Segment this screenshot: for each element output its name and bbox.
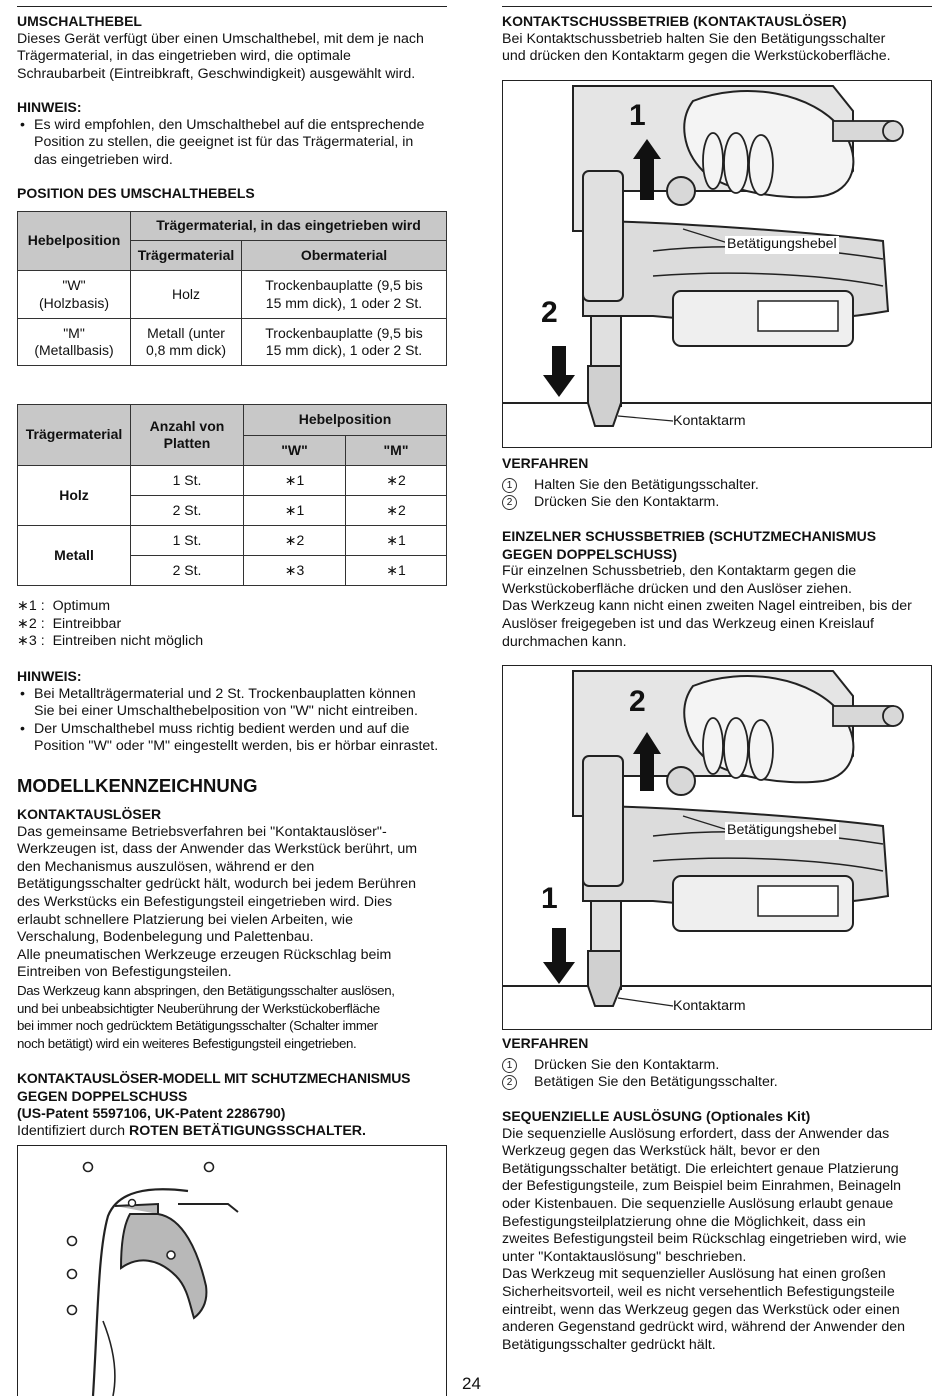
step-number-icon: 1 xyxy=(502,1058,517,1073)
th-hebelposition: Hebelposition xyxy=(18,212,131,271)
cell-ober xyxy=(242,319,447,366)
kontaktschuss-line: und drücken den Kontaktarm gegen die Werkstückoberfläche. xyxy=(502,48,891,65)
hinweis-1-heading: HINWEIS: xyxy=(17,99,82,115)
kontakt-line: den Mechanismus auszulösen, während er den xyxy=(17,858,315,875)
contact-fire-figure xyxy=(502,80,932,448)
th-w: "W" xyxy=(244,436,346,466)
kontakt-small-line: bei immer noch gedrücktem Betätigungsschalter (Schalter immer xyxy=(17,1018,378,1034)
cell-position xyxy=(18,271,131,319)
cell-m: ∗2 xyxy=(346,466,447,496)
label-betaetigungshebel: Betätigungshebel xyxy=(727,236,837,252)
umschalthebel-section xyxy=(17,13,447,83)
legend-item: ∗2 : Eintreibbar xyxy=(17,615,122,632)
th-anzahl-line: Platten xyxy=(163,435,211,451)
einzel-heading-1: EINZELNER SCHUSSBETRIEB (SCHUTZMECHANISMUS xyxy=(502,528,877,544)
step-number-icon: 2 xyxy=(502,1075,517,1090)
umschalthebel-line-1: Dieses Gerät verfügt über einen Umschalthebel, mit dem je nach xyxy=(17,30,424,47)
th-traegermaterial-2: Trägermaterial xyxy=(18,405,131,466)
modell-heading: MODELLKENNZEICHNUNG xyxy=(17,775,258,796)
kontakt-line: des Werkstücks ein Befestigungsteil eingetrieben wird. Dies xyxy=(17,893,393,910)
legend-text: Eintreiben nicht möglich xyxy=(52,633,204,650)
hinweis-1-line-1: • Es wird empfohlen, den Umschalthebel auf die entsprechende xyxy=(34,116,425,133)
kontakt-line: Betätigungsschalter gedrückt hält, wodurch bei jedem Berühren xyxy=(17,876,417,893)
verfahren-1-heading: VERFAHREN xyxy=(502,455,589,471)
cell-w: ∗2 xyxy=(244,526,346,556)
platten-table xyxy=(17,404,447,586)
kontakt-line: erlaubt schnellere Platzierung bei vielen Arbeiten, wie xyxy=(17,911,353,928)
cell-m: ∗2 xyxy=(346,496,447,526)
seq-line: Das Werkzeug mit sequenzieller Auslösung hat einen großen xyxy=(502,1266,886,1283)
legend-key: ∗3 xyxy=(17,633,37,650)
step-text: Halten Sie den Betätigungsschalter. xyxy=(534,476,759,493)
th-hebelposition-2: Hebelposition xyxy=(244,405,447,436)
cell-line: 15 mm dick), 1 oder 2 St. xyxy=(265,294,423,311)
cell-traeger xyxy=(131,271,242,319)
step-text: Betätigen Sie den Betätigungsschalter. xyxy=(534,1074,778,1091)
th-anzahl-line: Anzahl von xyxy=(149,417,225,434)
einzel-section xyxy=(502,528,942,651)
table-row xyxy=(18,526,447,556)
step-number-up: 2 xyxy=(629,685,646,718)
kontakt-section xyxy=(17,806,447,1052)
seq-line: der Befestigungsteile, zum Beispiel beim Einrahmen, Beinageln xyxy=(502,1178,902,1195)
cell-line: Metall (unter xyxy=(147,324,225,341)
verfahren-1-step xyxy=(502,477,932,495)
cell-anzahl: 1 St. xyxy=(131,526,244,556)
th-traegermaterial: Trägermaterial xyxy=(131,241,242,271)
seq-line: Betätigungsschalter betätigt. Die erleichtert genaue Platzierung xyxy=(502,1160,899,1177)
patent-line: (US-Patent 5597106, UK-Patent 2286790) xyxy=(17,1105,286,1122)
hinweis-2-bullet-1 xyxy=(17,686,449,721)
kontakt-line: Das gemeinsame Betriebsverfahren bei "Kontaktauslöser"- xyxy=(17,823,387,840)
cell-line: (Metallbasis) xyxy=(34,342,114,358)
nailer-drawing-1 xyxy=(503,81,931,447)
cell-line: Trockenbauplatte (9,5 bis xyxy=(265,277,423,293)
hinweis-1-bullet xyxy=(17,117,447,170)
cell-w: ∗3 xyxy=(244,556,346,586)
cell-line: Trockenbauplatte (9,5 bis xyxy=(265,324,423,341)
seq-heading: SEQUENZIELLE AUSLÖSUNG (Optionales Kit) xyxy=(502,1108,811,1124)
seq-line: Die sequenzielle Auslösung erfordert, dass der Anwender das xyxy=(502,1125,890,1142)
seq-line: zweites Befestigungsteil beim Rückschlag eingetrieben wird, wie xyxy=(502,1231,907,1248)
hinweis-2 xyxy=(17,668,449,756)
page-number: 24 xyxy=(462,1374,481,1393)
seq-line: oder Kistenbauen. Die sequenzielle Auslösung erlaubt genaue xyxy=(502,1195,894,1212)
hinweis-2-line: Position "W" oder "M" eingestellt werden, bis er hörbar einrastet. xyxy=(34,738,439,755)
seq-line: unter "Kontaktauslösung" beschrieben. xyxy=(502,1248,747,1265)
legend-key: ∗1 xyxy=(17,598,37,614)
label-kontaktarm: Kontaktarm xyxy=(673,998,746,1014)
kontaktschuss-section xyxy=(502,13,932,66)
legend-key: ∗2 xyxy=(17,615,37,632)
kontakt-line: Werkzeugen ist, dass der Anwender das Werkstück berührt, um xyxy=(17,841,418,858)
cell-line: 0,8 mm dick) xyxy=(145,342,227,358)
th-traeger-group: Trägermaterial, in das eingetrieben wird xyxy=(131,212,447,241)
seq-line: Befestigungsteilplatzierung ohne die Möglichkeit, dass ein xyxy=(502,1213,866,1230)
identifiziert-text: Identifiziert durch xyxy=(17,1122,129,1139)
legend-text: Eintreibbar xyxy=(52,615,122,632)
hinweis-2-bullet-2 xyxy=(17,721,449,756)
top-rule-right xyxy=(502,6,932,7)
modell-schutz-section xyxy=(17,1070,457,1140)
seq-section xyxy=(502,1108,942,1354)
verfahren-2-step xyxy=(502,1074,932,1092)
cell-anzahl: 2 St. xyxy=(131,496,244,526)
nailer-drawing-2 xyxy=(503,666,931,1029)
th-obermaterial: Obermaterial xyxy=(242,241,447,271)
seq-line: Werkzeug gegen das Werkstück hält, bevor er den xyxy=(502,1143,821,1160)
position-table xyxy=(17,211,447,366)
cell-w: ∗1 xyxy=(244,496,346,526)
cell-w: ∗1 xyxy=(244,466,346,496)
legend-item: ∗1 : Optimum xyxy=(17,598,111,614)
top-rule-left xyxy=(17,6,447,7)
kontakt-line: Eintreiben von Befestigungsteilen. xyxy=(17,964,232,981)
step-number-icon: 1 xyxy=(502,478,517,493)
cell-m: ∗1 xyxy=(346,526,447,556)
einzel-line: Für einzelnen Schussbetrieb, den Kontaktarm gegen die xyxy=(502,563,857,580)
trigger-illustration xyxy=(17,1145,447,1396)
hinweis-1-line-3: das eingetrieben wird. xyxy=(34,151,173,168)
einzel-line: Werkstückoberfläche drücken und den Auslöser ziehen. xyxy=(502,580,852,597)
seq-line: eintreibt, wenn das Werkzeug gegen das Werkstück oder einen xyxy=(502,1301,900,1318)
modell-schutz-heading-2: GEGEN DOPPELSCHUSS xyxy=(17,1087,188,1104)
kontakt-small-line: Das Werkzeug kann abspringen, den Betätigungsschalter auslösen, xyxy=(17,982,395,998)
seq-line: Sicherheitsvorteil, weil es nicht versehentlich Befestigungsteile xyxy=(502,1283,895,1300)
einzel-line: durchmachen kann. xyxy=(502,633,627,650)
verfahren-1 xyxy=(502,455,932,512)
einzel-line: Das Werkzeug kann nicht einen zweiten Nagel eintreiben, bis der xyxy=(502,598,912,615)
cell-line: 15 mm dick), 1 oder 2 St. xyxy=(265,342,423,358)
cell-m: ∗1 xyxy=(346,556,447,586)
hinweis-1 xyxy=(17,99,447,169)
cell-line: "M" xyxy=(63,324,85,341)
modell-schutz-heading-1: KONTAKTAUSLÖSER-MODELL MIT SCHUTZMECHANISMUS xyxy=(17,1070,411,1086)
hinweis-2-line: • Bei Metallträgermaterial und 2 St. Trockenbauplatten können xyxy=(34,685,416,702)
umschalthebel-heading: UMSCHALTHEBEL xyxy=(17,13,142,29)
label-kontaktarm: Kontaktarm xyxy=(673,413,746,429)
cell-position xyxy=(18,319,131,366)
kontaktschuss-line: Bei Kontaktschussbetrieb halten Sie den Betätigungsschalter xyxy=(502,30,886,47)
step-number-down: 2 xyxy=(541,296,558,329)
cell-line: (Holzbasis) xyxy=(38,294,109,311)
verfahren-1-step xyxy=(502,494,932,512)
einzel-line: Auslöser freigegeben ist und das Werkzeug einen Kreislauf xyxy=(502,615,874,632)
table-legend xyxy=(17,598,203,651)
red-trigger-drawing xyxy=(18,1146,446,1396)
legend-text: Optimum xyxy=(52,598,111,614)
cell-material: Metall xyxy=(18,526,131,586)
th-m: "M" xyxy=(346,436,447,466)
legend-item: ∗3 : Eintreiben nicht möglich xyxy=(17,633,204,650)
cell-traeger xyxy=(131,319,242,366)
umschalthebel-line-2: Trägermaterial, in das eingetrieben wird, die optimale xyxy=(17,48,351,65)
identifiziert-bold: ROTEN BETÄTIGUNGSSCHALTER. xyxy=(128,1122,366,1139)
single-fire-figure xyxy=(502,665,932,1030)
cell-anzahl: 2 St. xyxy=(131,556,244,586)
cell-ober xyxy=(242,271,447,319)
cell-line: Holz xyxy=(171,285,200,302)
label-betaetigungshebel: Betätigungshebel xyxy=(727,822,837,838)
hinweis-2-line: Sie bei einer Umschalthebelposition von "W" nicht eintreiben. xyxy=(34,703,418,720)
table-row xyxy=(18,466,447,496)
identifiziert-line xyxy=(17,1123,457,1141)
position-heading: POSITION DES UMSCHALTHEBELS xyxy=(17,185,255,201)
verfahren-2 xyxy=(502,1035,932,1092)
hinweis-2-line: • Der Umschalthebel muss richtig bedient werden und auf die xyxy=(34,720,410,737)
hinweis-2-heading: HINWEIS: xyxy=(17,668,82,684)
step-number-icon: 2 xyxy=(502,495,517,510)
einzel-heading-2: GEGEN DOPPELSCHUSS) xyxy=(502,545,678,562)
umschalthebel-line-3: Schraubarbeit (Eintreibkraft, Geschwindigkeit) ausgewählt wird. xyxy=(17,65,416,82)
seq-line: anderen Gegenstand gedrückt wird, während der Anwender den xyxy=(502,1319,906,1336)
table-row xyxy=(18,271,447,319)
cell-anzahl: 1 St. xyxy=(131,466,244,496)
kontakt-small-text xyxy=(17,982,447,1052)
cell-line: "W" xyxy=(62,277,86,293)
th-anzahl xyxy=(131,405,244,466)
verfahren-2-heading: VERFAHREN xyxy=(502,1035,589,1051)
kontakt-line: Alle pneumatischen Werkzeuge erzeugen Rückschlag beim xyxy=(17,946,392,963)
hinweis-1-line-2: Position zu stellen, die geeignet ist für das Trägermaterial, in xyxy=(34,134,414,151)
step-text: Drücken Sie den Kontaktarm. xyxy=(534,494,720,511)
kontakt-line: Verschalung, Bodenbelegung und Palettenbau. xyxy=(17,929,314,946)
cell-material: Holz xyxy=(18,466,131,526)
verfahren-2-step xyxy=(502,1057,932,1075)
step-number-up: 1 xyxy=(629,99,646,132)
kontakt-small-line: und bei unbeabsichtigter Neuberührung der Werkstückoberfläche xyxy=(17,1000,380,1016)
kontakt-small-line: noch betätigt) wird ein weiteres Befestigungsteil eingetrieben. xyxy=(17,1035,357,1051)
seq-line: Betätigungsschalter gedrückt hält. xyxy=(502,1336,716,1353)
kontakt-heading: KONTAKTAUSLÖSER xyxy=(17,806,162,822)
kontaktschuss-heading: KONTAKTSCHUSSBETRIEB (KONTAKTAUSLÖSER) xyxy=(502,13,847,29)
step-number-down: 1 xyxy=(541,882,558,915)
table-row xyxy=(18,319,447,366)
step-text: Drücken Sie den Kontaktarm. xyxy=(534,1056,720,1073)
